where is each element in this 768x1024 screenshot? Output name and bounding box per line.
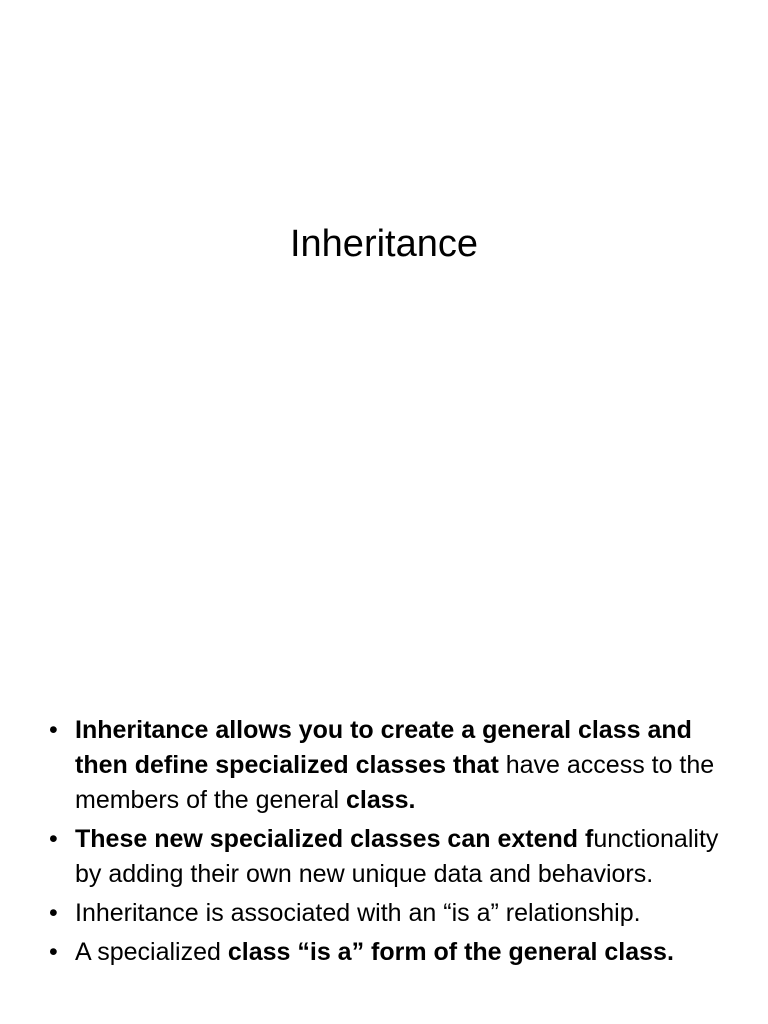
bullet-text: have access to the members of the general (75, 751, 715, 814)
bullet-text-bold: Inheritance allows you to create a general class and then define specialized classes that (75, 716, 692, 779)
bullet-text-bold: These new specialized classes can extend f (75, 825, 594, 853)
bullet-dot-icon: • (49, 825, 58, 853)
bullet-dot-icon: • (49, 716, 58, 744)
bullet-text: A specialized (75, 938, 228, 966)
bullet-item-extend-functionality (0, 822, 768, 892)
slide-title: Inheritance (289, 223, 478, 265)
bullet-list (0, 713, 768, 974)
bullet-dot-icon: • (49, 899, 58, 927)
bullet-text: unctionality by adding their own new unique data and behaviors. (75, 825, 719, 888)
bullet-item-specialized-class (0, 935, 768, 970)
bullet-text-bold: class “is a” form of the general class. (227, 938, 674, 966)
bullet-item-is-a-relationship (0, 896, 768, 931)
bullet-text-bold: class. (345, 786, 416, 814)
bullet-dot-icon: • (49, 938, 58, 966)
bullet-text: Inheritance is associated with an “is a” relationship. (75, 899, 641, 927)
bullet-item-inheritance-definition (0, 713, 768, 818)
